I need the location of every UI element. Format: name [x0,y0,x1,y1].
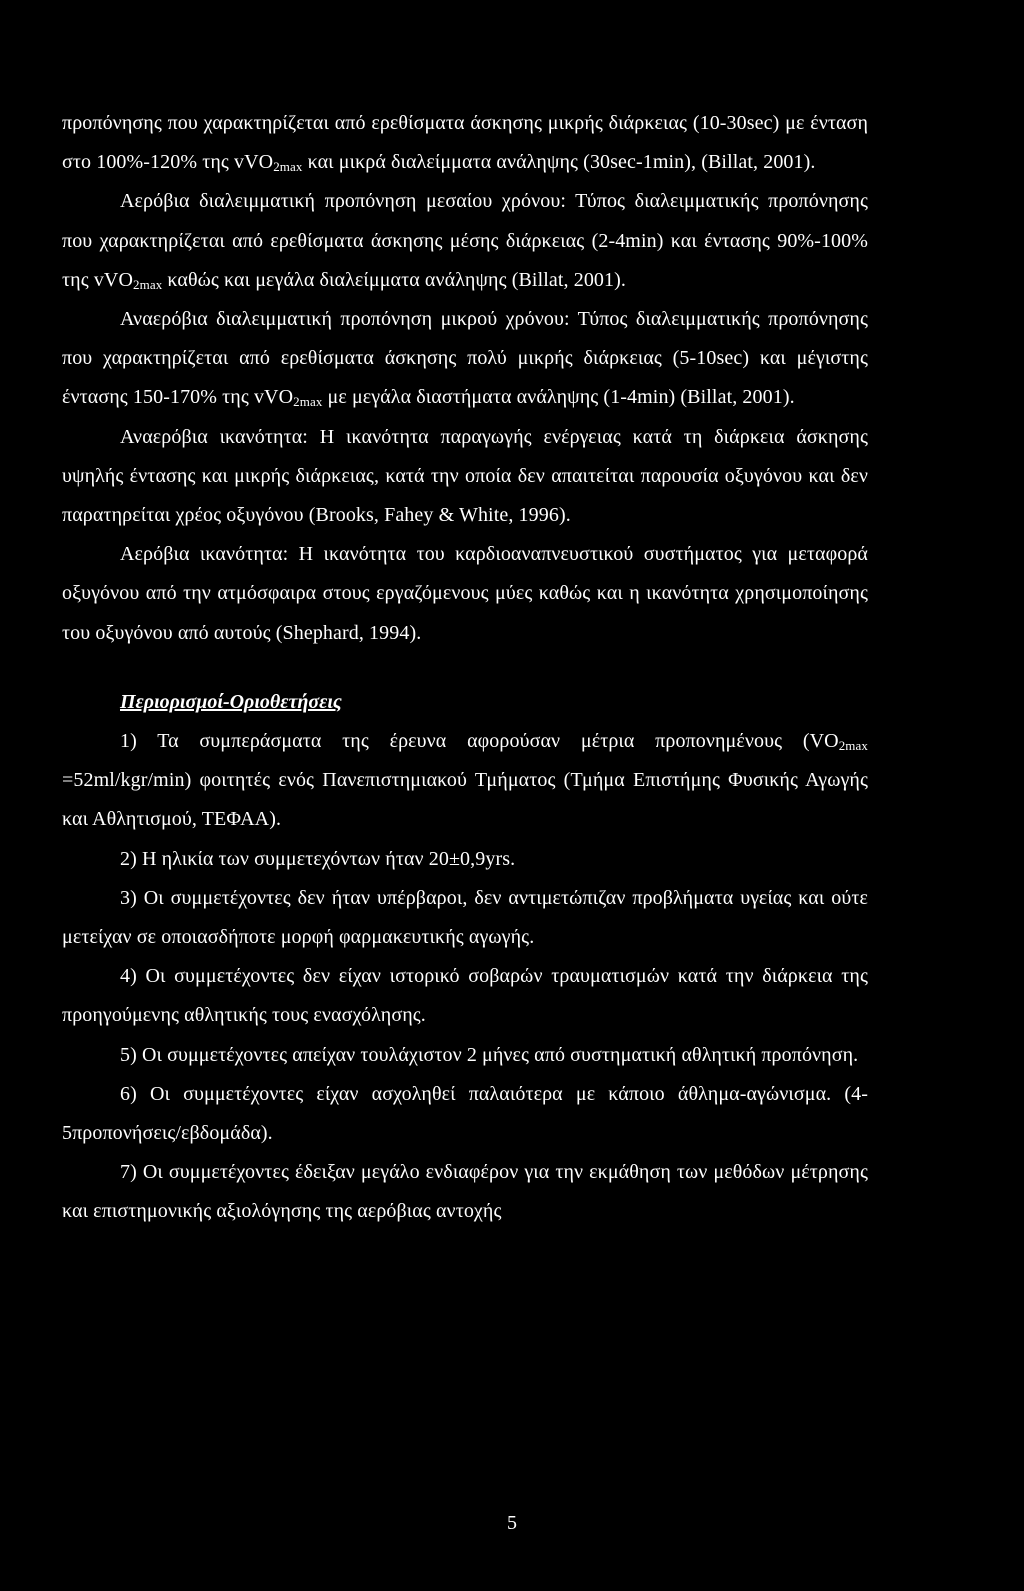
section-heading-limitations: Περιορισμοί-Οριοθετήσεις [120,690,342,713]
paragraph-aerobic-interval-medium [62,182,868,300]
subscript: 2max [133,276,163,292]
limitation-item-5: 5) Οι συμμετέχοντες απείχαν τουλάχιστον 2 μήνες από συστηματική αθλητική προπόνηση. [120,1043,859,1066]
paragraph-aerobic-capacity: Αερόβια ικανότητα: Η ικανότητα του καρδιοαναπνευστικού συστήματος για μεταφορά οξυγόνου από την ατμόσφαιρα στους εργαζόμενους μύες καθώς και η ικανότητα χρησιμοποίησης του οξυγόνου από αυτούς (Shephard, 1994). [62,543,868,644]
paragraph-anaerobic-interval-short [62,300,868,418]
text-segment: Αερόβια διαλειμματική προπόνηση μεσαίου χρόνου: Τύπος διαλειμματικής προπόνησης που χαρακτηρίζεται από ερεθίσματα άσκησης μέσης διάρκειας (2-4min) και έντασης 90%-100% της vVO [62,190,868,291]
paragraph-anaerobic-capacity: Αναερόβια ικανότητα: Η ικανότητα παραγωγής ενέργειας κατά τη διάρκεια άσκησης υψηλής έντασης και μικρής διάρκειας, κατά την οποία δεν απαιτείται παρουσία οξυγόνου και δεν παρατηρείται χρέος οξυγόνου (Brooks, Fahey & White, 1996). [62,425,868,527]
text-segment: =52ml/kgr/min) φοιτητές ενός Πανεπιστημιακού Τμήματος (Τμήμα Επιστήμης Φυσικής Αγωγής και Αθλητισμού, ΤΕΦΑΑ). [62,769,868,831]
text-segment: Αναερόβια διαλειμματική προπόνηση μικρού χρόνου: Τύπος διαλειμματικής προπόνησης που χαρακτηρίζεται από ερεθίσματα άσκησης πολύ μικρής διάρκειας (5-10sec) και μέγιστης έντασης 150-170% της vVO [62,308,868,409]
text-segment: 1) Τα συμπεράσματα της έρευνα αφορούσαν μέτρια προπονημένους (VO [120,730,839,753]
page-number: 5 [507,1512,517,1534]
limitation-item-2: 2) Η ηλικία των συμμετεχόντων ήταν 20±0,9yrs. [120,847,516,870]
text-segment: προπόνησης που χαρακτηρίζεται από ερεθίσματα άσκησης μικρής διάρκειας (10-30sec) με ένταση στο 100%-120% της vVO [62,112,868,174]
limitation-item-3: 3) Οι συμμετέχοντες δεν ήταν υπέρβαροι, δεν αντιμετώπιζαν προβλήματα υγείας και ούτε μετείχαν σε οποιασδήποτε μορφή φαρμακευτικής αγωγής. [62,886,868,949]
subscript: 2max [838,738,868,754]
subscript: 2max [273,159,303,175]
text-segment: καθώς και μεγάλα διαλείμματα ανάληψης (Billat, 2001). [162,268,626,291]
limitation-item-4: 4) Οι συμμετέχοντες δεν είχαν ιστορικό σοβαρών τραυματισμών κατά την διάρκεια της προηγούμενης αθλητικής τους ενασχόλησης. [62,965,868,1027]
subscript: 2max [293,394,323,410]
paragraph-interval-training-short [62,104,868,182]
text-segment: με μεγάλα διαστήματα ανάληψης (1-4min) (Billat, 2001). [322,386,795,409]
limitation-item-6: 6) Οι συμμετέχοντες είχαν ασχοληθεί παλαιότερα με κάποιο άθλημα-αγώνισμα. (4-5προπονήσεις/εβδομάδα). [62,1082,868,1145]
section-gap [62,653,868,683]
text-segment: και μικρά διαλείμματα ανάληψης (30sec-1min), (Billat, 2001). [302,151,816,174]
limitation-item-7: 7) Οι συμμετέχοντες έδειξαν μεγάλο ενδιαφέρον για την εκμάθηση των μεθόδων μέτρησης και επιστημονικής αξιολόγησης της αερόβιας αντοχής [62,1161,868,1223]
document-page [62,104,868,1232]
limitation-item-1 [62,722,868,840]
